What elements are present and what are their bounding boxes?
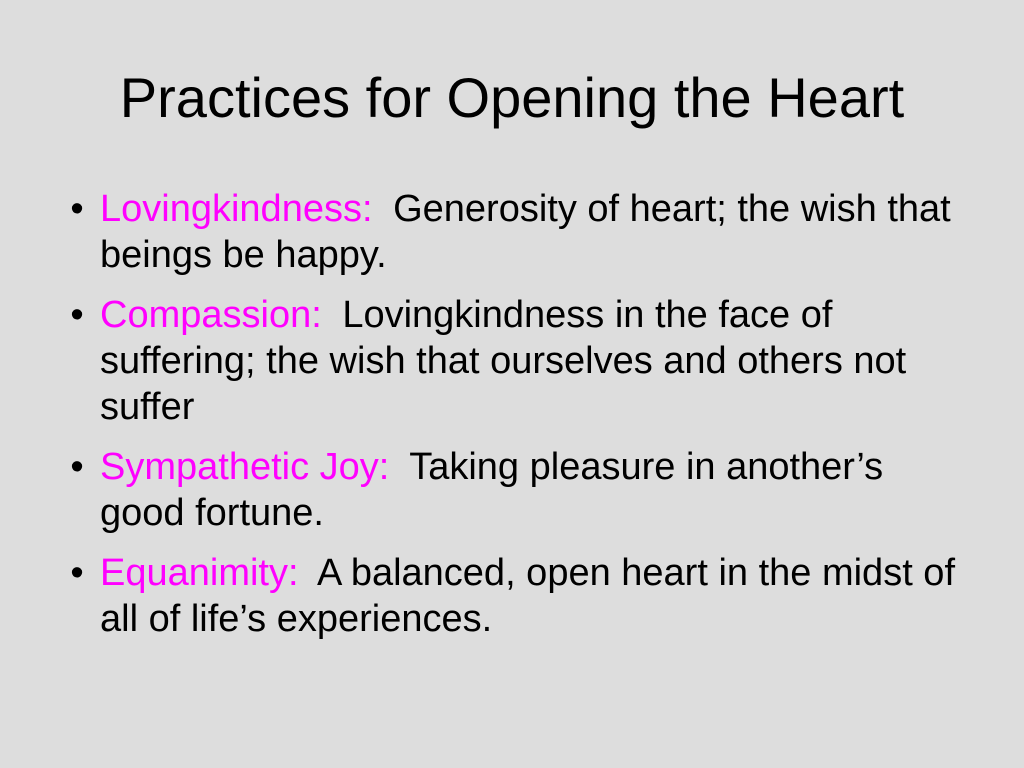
definition-sympathetic-joy: Taking pleasure in another’s good fortune. <box>100 446 884 534</box>
bullet-item-equanimity <box>62 550 962 642</box>
bullet-icon: • <box>70 188 84 230</box>
bullet-icon: • <box>70 294 84 336</box>
term-lovingkindness: Lovingkindness: <box>100 188 373 230</box>
definition-lovingkindness: Generosity of heart; the wish that beings be happy. <box>100 188 951 276</box>
slide-title: Practices for Opening the Heart <box>119 66 905 129</box>
bullet-list <box>62 186 962 656</box>
bullet-item-compassion <box>62 292 962 430</box>
definition-equanimity: A balanced, open heart in the midst of all of life’s experiences. <box>100 552 955 640</box>
bullet-item-lovingkindness <box>62 186 962 278</box>
bullet-item-sympathetic-joy <box>62 444 962 536</box>
term-compassion: Compassion: <box>100 294 322 336</box>
definition-compassion: Lovingkindness in the face of suffering; the wish that ourselves and others not suffer <box>100 294 907 428</box>
term-equanimity: Equanimity: <box>100 552 299 594</box>
term-sympathetic-joy: Sympathetic Joy: <box>100 446 390 488</box>
bullet-icon: • <box>70 446 84 488</box>
bullet-icon: • <box>70 552 84 594</box>
